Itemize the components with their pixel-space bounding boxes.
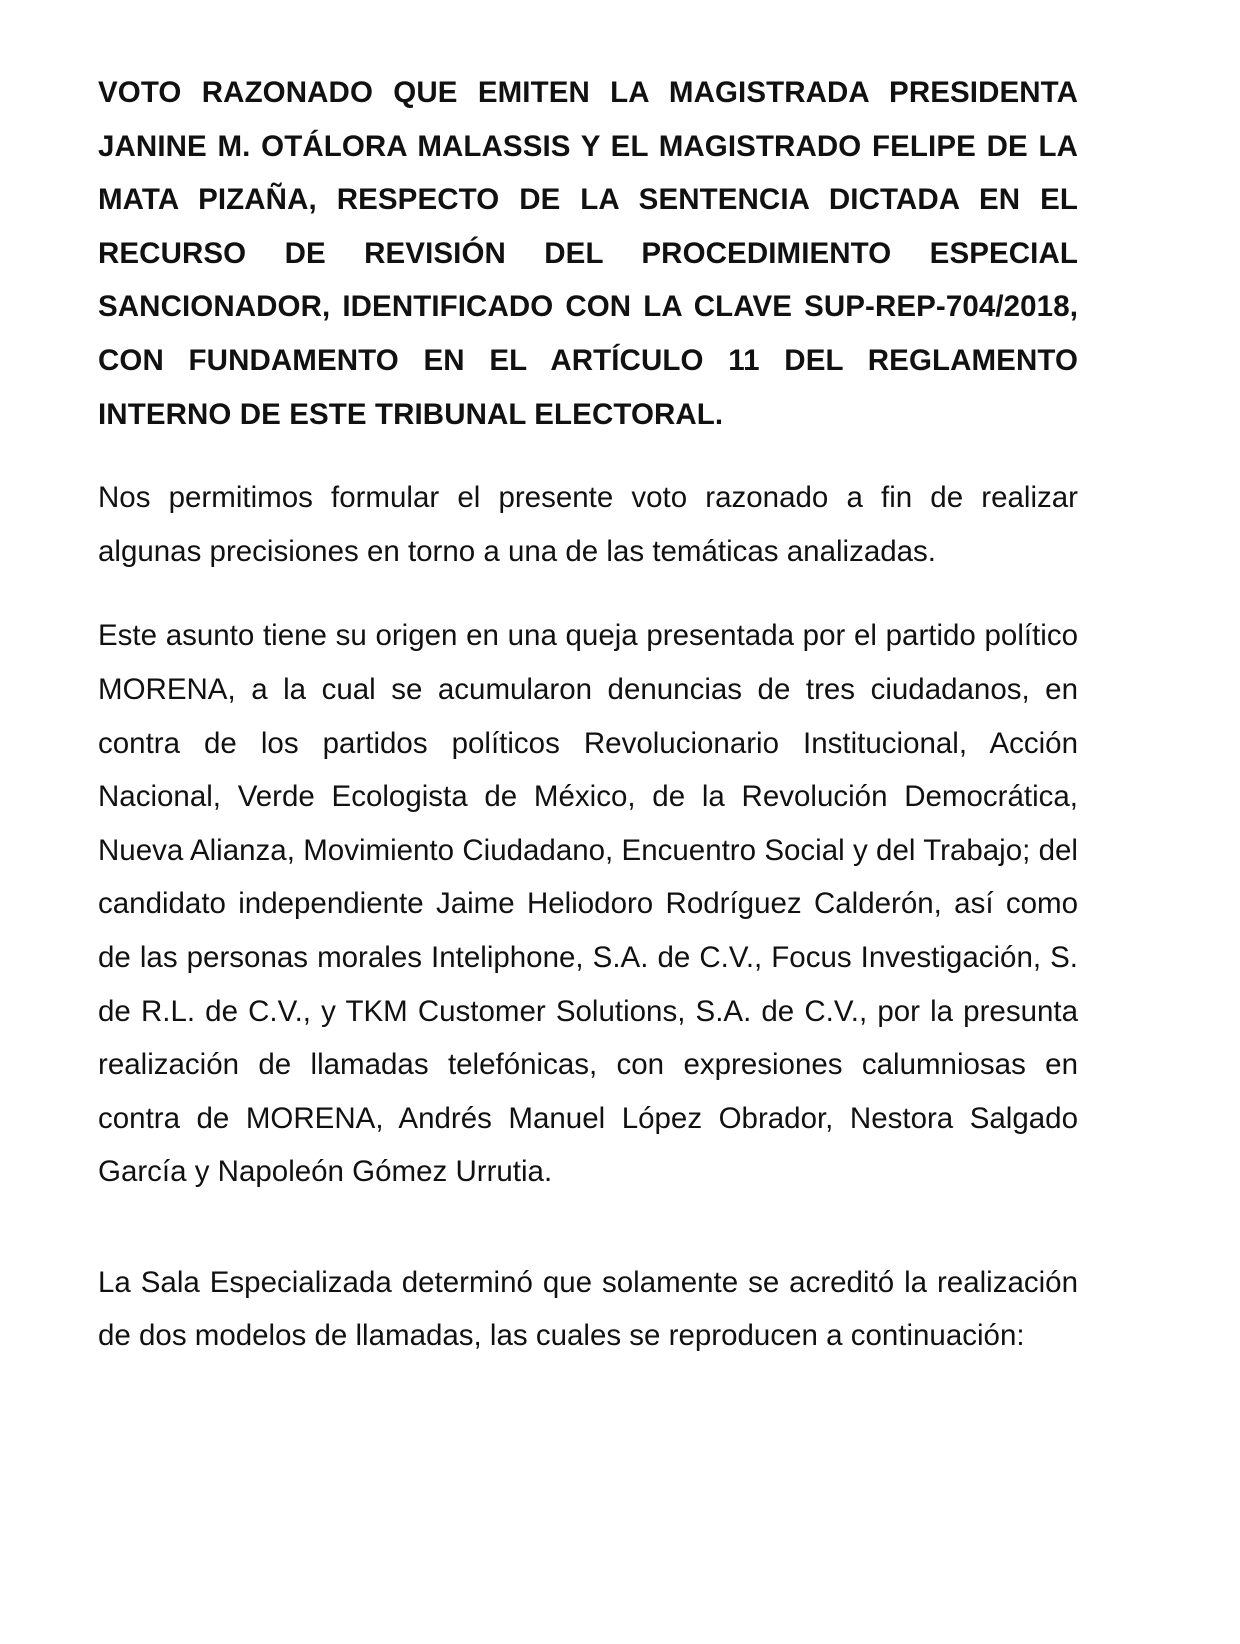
document-heading: VOTO RAZONADO QUE EMITEN LA MAGISTRADA PRESIDENTA JANINE M. OTÁLORA MALASSIS Y EL MAGISTRADO FELIPE DE LA MATA PIZAÑA, RESPECTO DE LA SENTENCIA DICTADA EN EL RECURSO DE REVISIÓN DEL PROCEDIMIENTO ESPECIAL SANCIONADOR, IDENTIFICADO CON LA CLAVE SUP-REP-704/2018, CON FUNDAMENTO EN EL ARTÍCULO 11 DEL REGLAMENTO INTERNO DE ESTE TRIBUNAL ELECTORAL. bbox=[98, 76, 1078, 431]
document-page bbox=[98, 66, 1078, 1363]
paragraph-intro: Nos permitimos formular el presente voto razonado a fin de realizar algunas precisiones en torno a una de las temáticas analizadas. bbox=[98, 481, 1078, 568]
paragraph-sala-especializada: La Sala Especializada determinó que solamente se acreditó la realización de dos modelos de llamadas, las cuales se reproducen a continuación: bbox=[98, 1265, 1078, 1353]
paragraph-origin: Este asunto tiene su origen en una queja presentada por el partido político MORENA, a la cual se acumularon denuncias de tres ciudadanos, en contra de los partidos políticos Revolucionario Institucional, Acción Nacional, Verde Ecologista de México, de la Revolución Democrática, Nueva Alianza, Movimiento Ciudadano, Encuentro Social y del Trabajo; del candidato independiente Jaime Heliodoro Rodríguez Calderón, así como de las personas morales Inteliphone, S.A. de C.V., Focus Investigación, S. de R.L. de C.V., y TKM Customer Solutions, S.A. de C.V., por la presunta realización de llamadas telefónicas, con expresiones calumniosas en contra de MORENA, Andrés Manuel López Obrador, Nestora Salgado García y Napoleón Gómez Urrutia. bbox=[98, 619, 1078, 1189]
